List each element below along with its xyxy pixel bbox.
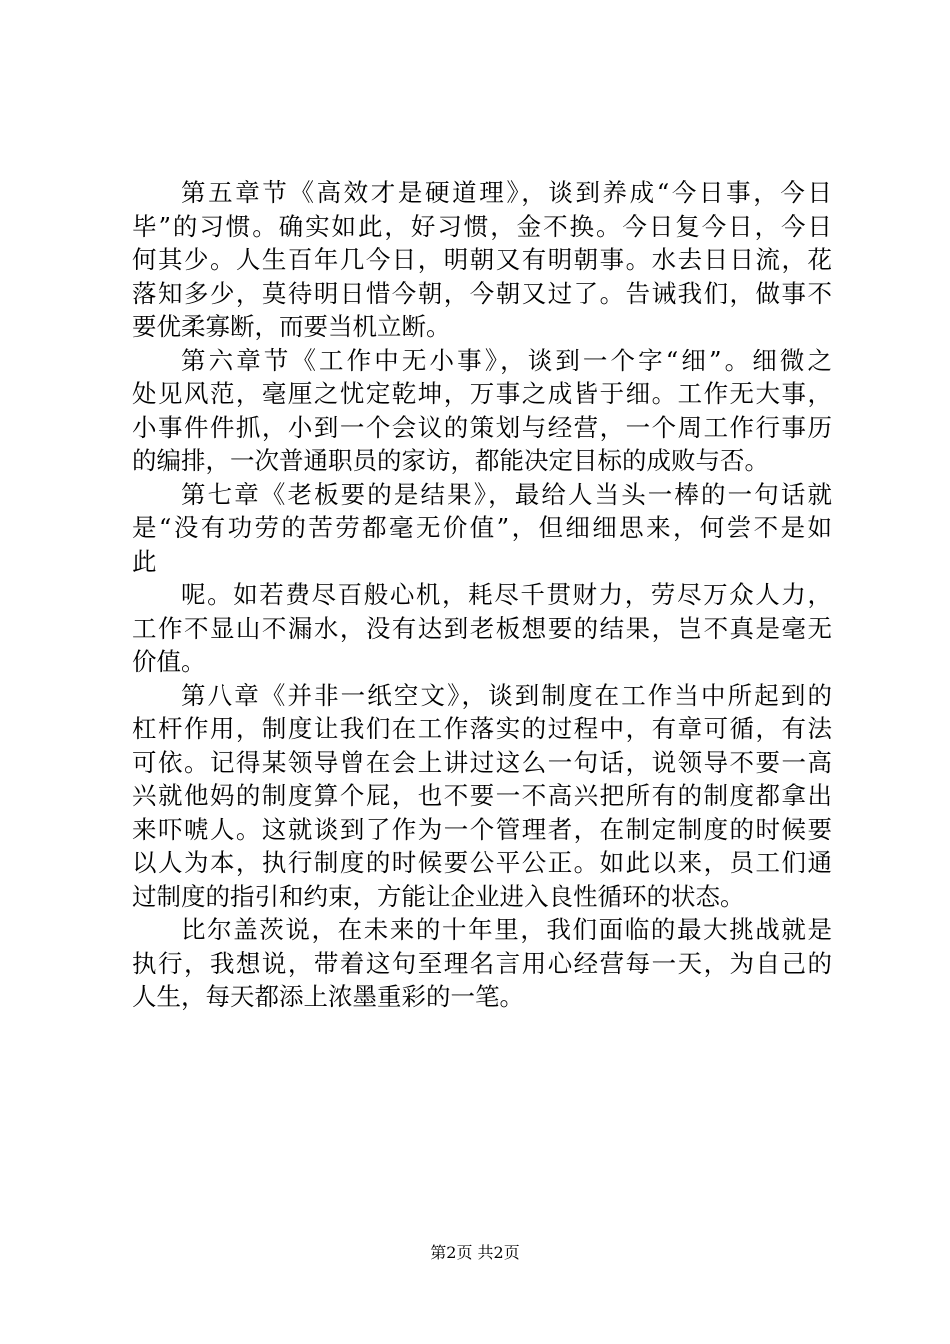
paragraph-line: 呢。如若费尽百般心机，耗尽千贯财力，劳尽万众人力， [181, 580, 832, 609]
document-body [132, 176, 832, 1014]
paragraph-line: 过制度的指引和约束，方能让企业进入良性循环的状态。 [132, 881, 745, 911]
paragraph-line: 第六章节《工作中无小事》，谈到一个字“细”。细微之 [181, 345, 832, 375]
paragraph-line: 第七章《老板要的是结果》，最给人当头一棒的一句话就 [181, 479, 832, 509]
paragraph-line: 何其少。人生百年几今日，明朝又有明朝事。水去日日流，花 [132, 245, 832, 274]
paragraph-line: 人生，每天都添上浓墨重彩的一笔。 [132, 982, 524, 1011]
paragraph-line: 以人为本，执行制度的时候要公平公正。如此以来，员工们通 [132, 848, 832, 877]
paragraph-line: 处见风范，毫厘之忧定乾坤，万事之成皆于细。工作无大事， [132, 379, 832, 408]
paragraph-line: 比尔盖茨说，在未来的十年里，我们面临的最大挑战就是 [181, 915, 832, 944]
paragraph-line: 执行，我想说，带着这句至理名言用心经营每一天，为自己的 [132, 948, 832, 978]
paragraph-line: 来吓唬人。这就谈到了作为一个管理者，在制定制度的时候要 [132, 814, 832, 844]
page-number-footer: 第2页 共2页 [430, 1243, 520, 1262]
paragraph-line: 可依。记得某领导曾在会上讲过这么一句话，说领导不要一高 [132, 747, 832, 777]
paragraph-line: 小事件件抓，小到一个会议的策划与经营，一个周工作行事历 [132, 412, 832, 442]
paragraph-line: 要优柔寡断，而要当机立断。 [132, 312, 451, 341]
paragraph-line: 杠杆作用，制度让我们在工作落实的过程中，有章可循，有法 [132, 714, 832, 743]
paragraph-line: 落知多少，莫待明日惜今朝，今朝又过了。告诫我们，做事不 [132, 278, 832, 308]
paragraph-line: 此 [132, 546, 157, 576]
paragraph-line: 价值。 [132, 647, 206, 676]
paragraph-line: 是“没有功劳的苦劳都毫无价值”，但细细思来，何尝不是如 [132, 513, 832, 542]
paragraph-line: 兴就他妈的制度算个屁，也不要一不高兴把所有的制度都拿出 [132, 781, 832, 810]
paragraph-line: 毕”的习惯。确实如此，好习惯，金不换。今日复今日，今日 [132, 211, 832, 241]
paragraph-line: 工作不显山不漏水，没有达到老板想要的结果，岂不真是毫无 [132, 613, 832, 643]
paragraph-line: 第五章节《高效才是硬道理》，谈到养成“今日事，今日 [181, 178, 832, 207]
paragraph-line: 的编排，一次普通职员的家访，都能决定目标的成败与否。 [132, 446, 769, 475]
paragraph-line: 第八章《并非一纸空文》，谈到制度在工作当中所起到的 [181, 680, 832, 710]
